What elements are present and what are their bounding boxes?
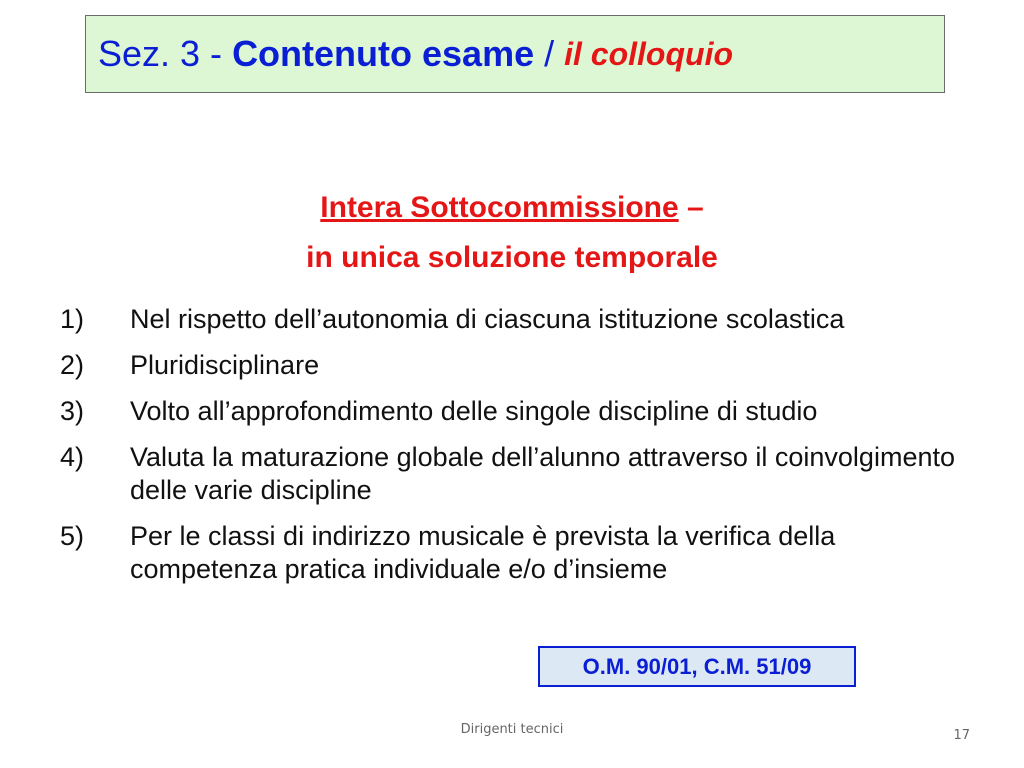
page-number: 17 <box>953 728 970 743</box>
title-emphasis: il colloquio <box>564 35 733 72</box>
list-item-text: Valuta la maturazione globale dell’alunno attraverso il coinvolgimento delle varie discipline <box>130 442 955 505</box>
list-item <box>60 349 960 382</box>
list-item-text: Per le classi di indirizzo musicale è prevista la verifica della competenza pratica individuale e/o d’insieme <box>130 521 836 584</box>
footer-text: Dirigenti tecnici <box>460 722 564 737</box>
numbered-list <box>60 303 960 599</box>
list-item-number: 3) <box>60 396 85 426</box>
subtitle-line-2: in unica soluzione temporale <box>306 241 718 274</box>
list-item-text: Pluridisciplinare <box>130 350 320 380</box>
list-item-number: 2) <box>60 350 85 380</box>
list-item-text: Volto all’approfondimento delle singole discipline di studio <box>130 396 818 426</box>
title-prefix: Sez. 3 - <box>98 33 233 74</box>
title-bold: Contenuto esame <box>232 33 535 74</box>
subtitle-underlined: Intera Sottocommissione <box>320 191 679 224</box>
reference-badge: O.M. 90/01, C.M. 51/09 <box>538 646 856 687</box>
title-separator: / <box>534 33 555 74</box>
list-item <box>60 520 960 586</box>
slide-title-box <box>85 15 945 93</box>
list-item <box>60 441 960 507</box>
list-item-text: Nel rispetto dell’autonomia di ciascuna istituzione scolastica <box>130 304 845 334</box>
list-item-number: 5) <box>60 521 85 551</box>
subtitle-line-1 <box>0 188 1024 228</box>
list-item-number: 1) <box>60 304 85 334</box>
list-item <box>60 303 960 336</box>
list-item-number: 4) <box>60 442 85 472</box>
subtitle-dash: – <box>678 191 704 224</box>
list-item <box>60 395 960 428</box>
